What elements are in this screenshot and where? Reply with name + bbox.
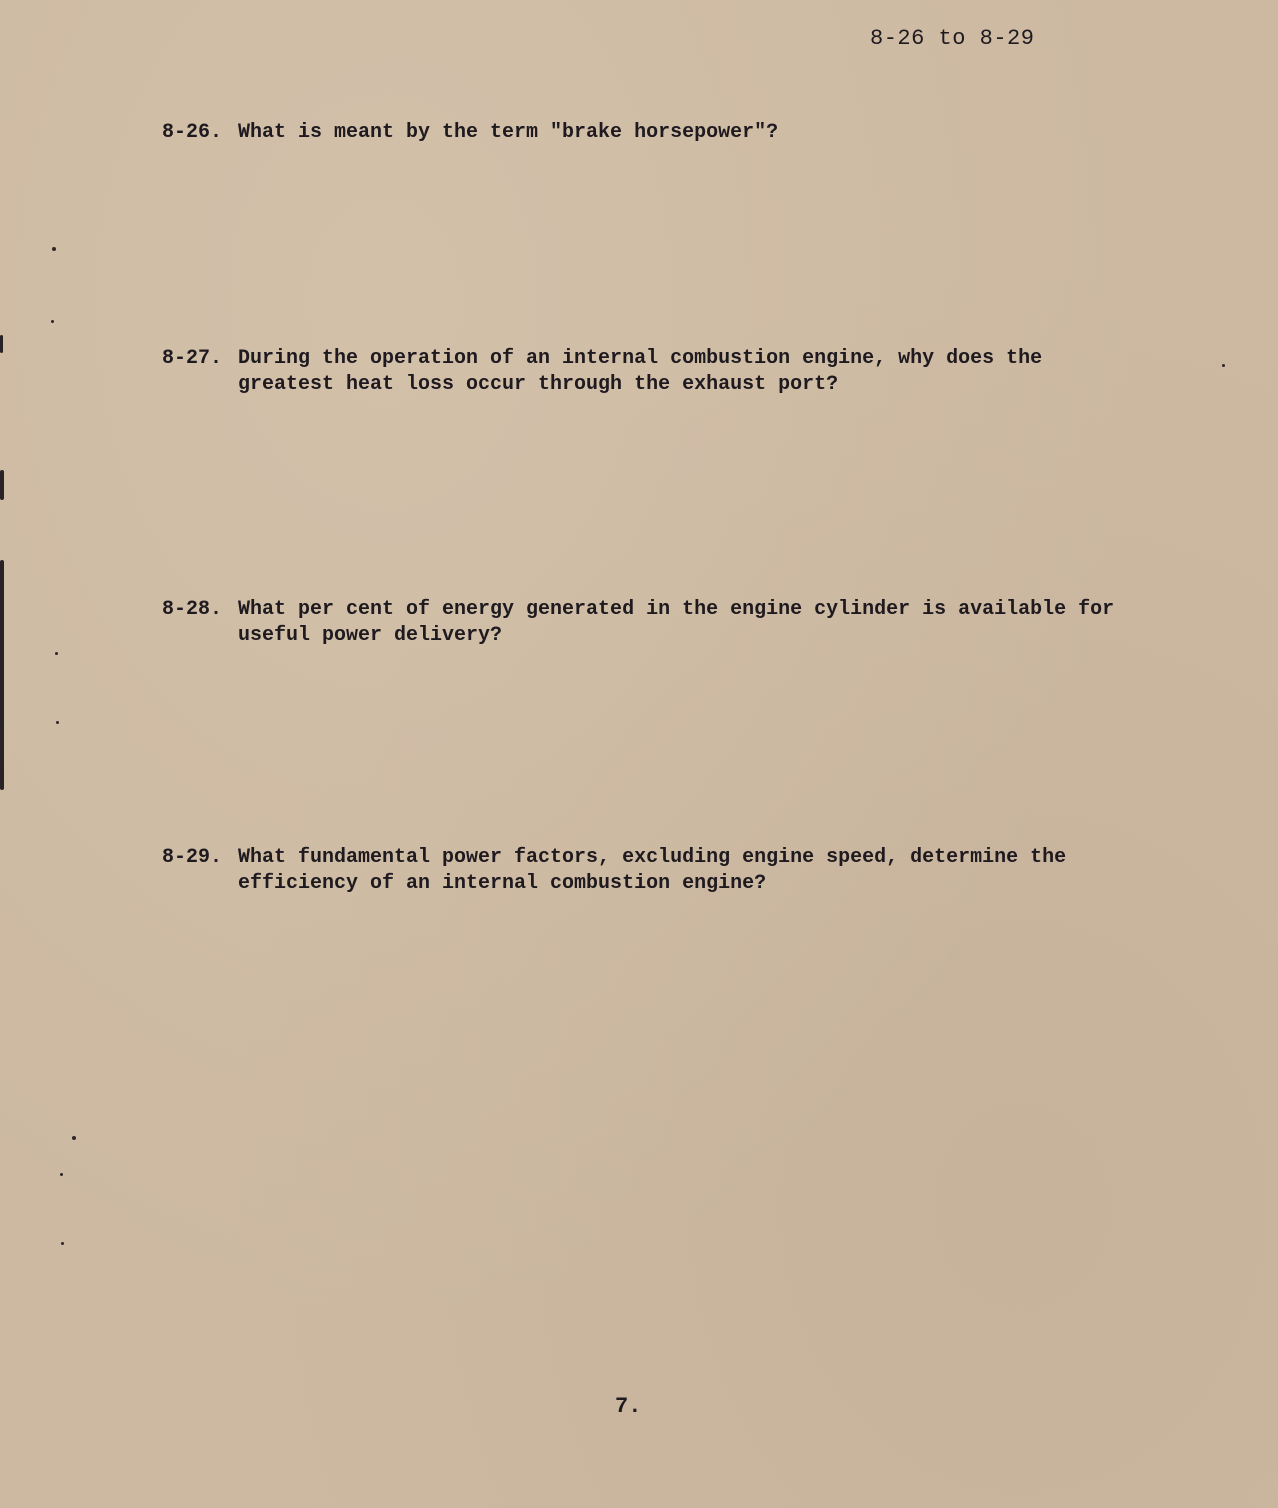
- scan-speck: [1222, 364, 1225, 367]
- scan-edge-mark: [0, 335, 3, 353]
- scan-speck: [52, 247, 56, 251]
- question-range-header: 8-26 to 8-29: [870, 26, 1035, 51]
- question-8-27: [162, 346, 1122, 398]
- question-number: 8-27.: [162, 347, 223, 370]
- question-text: What per cent of energy generated in the engine cylinder is available for useful power delivery?: [238, 598, 1115, 647]
- question-8-29: [162, 845, 1122, 897]
- question-number: 8-26.: [162, 121, 223, 144]
- scan-speck: [55, 652, 58, 655]
- question-number: 8-28.: [162, 598, 223, 621]
- scan-speck: [56, 721, 59, 724]
- question-8-28: [162, 597, 1122, 649]
- page-number: 7.: [615, 1394, 642, 1419]
- question-text: What fundamental power factors, excluding engine speed, determine the efficiency of an internal combustion engine?: [238, 846, 1067, 895]
- scan-speck: [60, 1173, 63, 1176]
- question-text: What is meant by the term "brake horsepower"?: [238, 121, 779, 144]
- scan-speck: [61, 1242, 64, 1245]
- scan-edge-mark: [0, 470, 4, 500]
- question-text: During the operation of an internal combustion engine, why does the greatest heat loss occur through the exhaust port?: [238, 347, 1043, 396]
- question-number: 8-29.: [162, 846, 223, 869]
- question-8-26: [162, 120, 1122, 146]
- scan-speck: [51, 320, 54, 323]
- scan-edge-mark: [0, 560, 4, 790]
- scan-speck: [72, 1136, 76, 1140]
